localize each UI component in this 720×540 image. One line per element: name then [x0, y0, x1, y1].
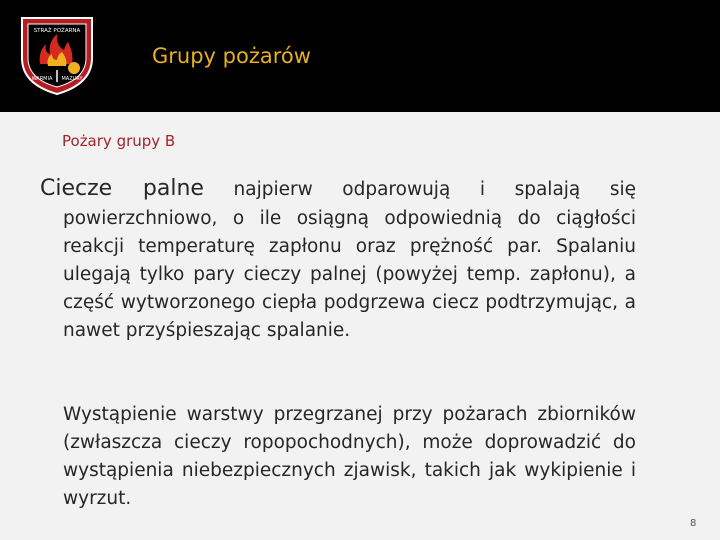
fire-brigade-logo-icon	[16, 12, 98, 96]
logo-text-right: MAZURY	[61, 76, 83, 82]
page-number: 8	[690, 518, 697, 529]
paragraph-first-line	[40, 174, 636, 205]
paragraph-superheated-layer: Wystąpienie warstwy przegrzanej przy pożarach zbiorników (zwłaszcza cieczy ropopochodnych), może doprowadzić do wystąpienia niebezpiecznych zjawisk, takich jak wykipienie i wyrzut.	[63, 404, 636, 509]
paragraph-liquids	[40, 174, 636, 345]
logo-text-top: STRAŻ POŻARNA	[33, 28, 81, 34]
first-line-rest: najpierw odparowują i spalają się	[203, 179, 636, 200]
header-bar	[0, 0, 720, 112]
slide-title: Grupy pożarów	[152, 44, 311, 68]
lead-term: Ciecze palne	[40, 176, 204, 201]
logo-text-left: WARMIA	[31, 76, 53, 82]
paragraph-continuation: powierzchniowo, o ile osiągną odpowiednią do ciągłości reakcji temperaturę zapłonu oraz prężność par. Spalaniu ulegają tylko pary cieczy palnej (powyżej temp. zapłonu), a część wytworzonego ciepła podgrzewa ciecz podtrzymując, a nawet przyśpieszając spalanie.	[63, 208, 636, 341]
section-subtitle: Pożary grupy B	[62, 132, 176, 150]
